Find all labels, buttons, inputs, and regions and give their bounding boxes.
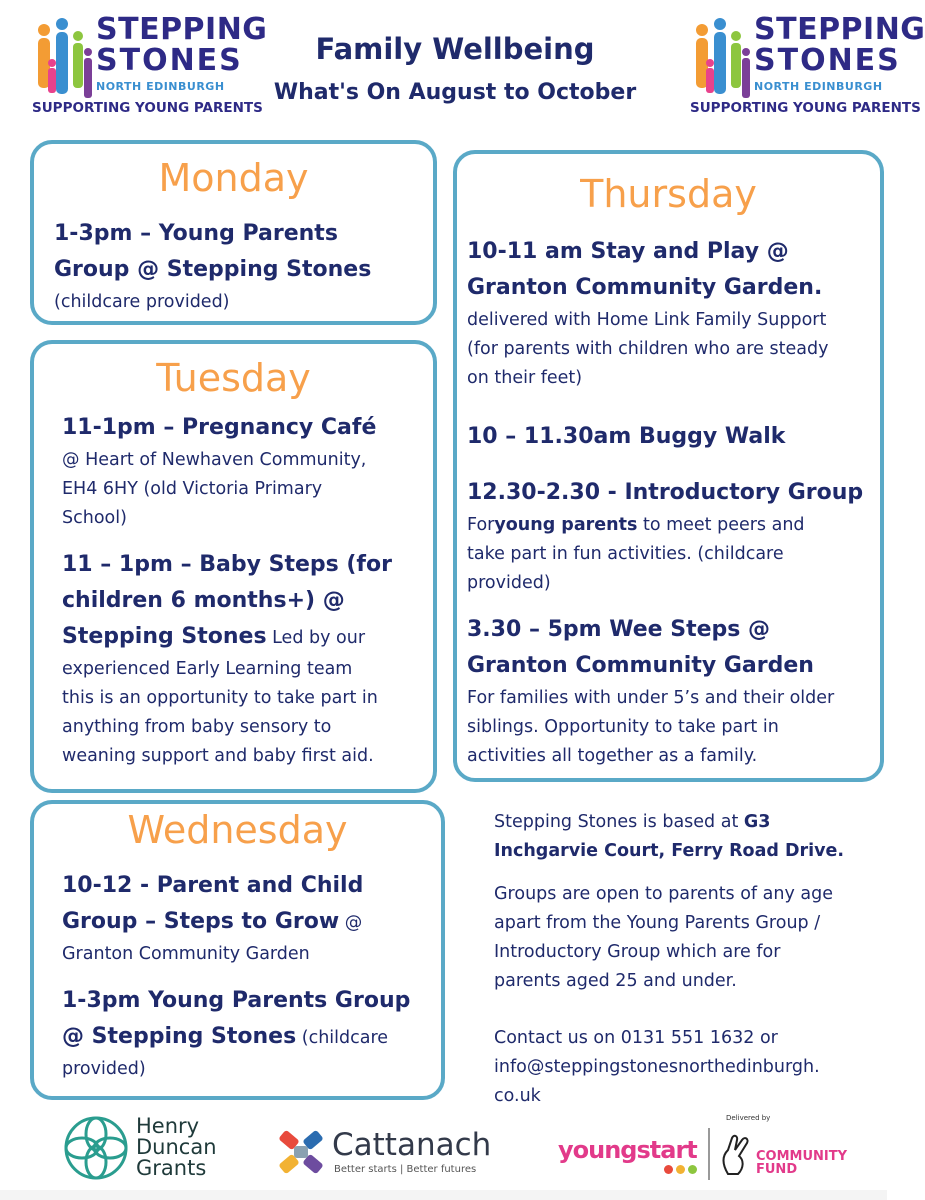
cattanach-wordmark: Cattanach bbox=[332, 1127, 492, 1163]
family-figures-icon bbox=[32, 18, 94, 103]
youngstart-dot bbox=[676, 1165, 685, 1174]
baby-steps-title: children 6 months+) @ bbox=[62, 588, 345, 613]
steps-to-grow-title: 10-12 - Parent and Child bbox=[62, 873, 364, 898]
community-fund-logo bbox=[718, 1112, 878, 1182]
steps-to-grow-line: @ bbox=[339, 913, 363, 933]
steps-to-grow-line: Granton Community Garden bbox=[62, 944, 310, 964]
logo-word-stones: STONES bbox=[96, 43, 243, 78]
address-line: G3 bbox=[743, 812, 771, 832]
pregnancy-cafe-line: School) bbox=[62, 508, 127, 528]
henry-duncan-line: Henry bbox=[136, 1114, 200, 1138]
cattanach-x-icon bbox=[276, 1130, 326, 1174]
thursday-heading: Thursday bbox=[580, 172, 757, 216]
info-section bbox=[494, 808, 879, 1111]
stay-and-play-line: on their feet) bbox=[467, 368, 583, 388]
henry-duncan-line: Duncan bbox=[136, 1135, 217, 1159]
pregnancy-cafe-title: 11-1pm – Pregnancy Café bbox=[62, 415, 377, 440]
tuesday-card bbox=[30, 340, 437, 793]
young-parents-group-title: 1-3pm Young Parents Group bbox=[62, 988, 411, 1013]
wednesday-card bbox=[30, 800, 445, 1100]
community-fund-line: FUND bbox=[756, 1162, 798, 1177]
introductory-group-line: to meet peers and bbox=[637, 515, 805, 535]
baby-steps-title: Stepping Stones bbox=[62, 624, 267, 649]
wee-steps-title: 3.30 – 5pm Wee Steps @ bbox=[467, 617, 771, 642]
young-parents-group-line: (childcare bbox=[296, 1028, 389, 1048]
eligibility-line: Groups are open to parents of any age bbox=[494, 884, 833, 904]
logo-word-north-edinburgh: NORTH EDINBURGH bbox=[754, 80, 883, 93]
wee-steps-line: activities all together as a family. bbox=[467, 746, 758, 766]
baby-steps-line: anything from baby sensory to bbox=[62, 717, 332, 737]
footer-strip bbox=[0, 1190, 887, 1200]
celtic-knot-icon bbox=[62, 1114, 130, 1182]
introductory-group-line: For bbox=[467, 515, 495, 535]
youngstart-dot bbox=[688, 1165, 697, 1174]
young-parents-group-title: @ Stepping Stones bbox=[62, 1024, 297, 1049]
logo-divider bbox=[708, 1128, 710, 1180]
page-subtitle: What's On August to October bbox=[273, 80, 637, 105]
logo-word-north-edinburgh: NORTH EDINBURGH bbox=[96, 80, 225, 93]
youngstart-dot bbox=[664, 1165, 673, 1174]
introductory-group-line: provided) bbox=[467, 573, 551, 593]
address-line: Stepping Stones is based at bbox=[494, 812, 744, 832]
wee-steps-title: Granton Community Garden bbox=[467, 653, 814, 678]
logo-word-stones: STONES bbox=[754, 43, 901, 78]
baby-steps-title: 11 – 1pm – Baby Steps (for bbox=[62, 552, 392, 577]
introductory-group-emphasis: young parents bbox=[494, 515, 638, 535]
thursday-card bbox=[453, 150, 884, 782]
henry-duncan-line: Grants bbox=[136, 1156, 207, 1180]
steps-to-grow-title: Group – Steps to Grow bbox=[62, 909, 340, 934]
monday-session-place: Group @ Stepping Stones bbox=[54, 257, 372, 282]
youngstart-logo bbox=[558, 1132, 698, 1177]
introductory-group-title: 12.30-2.30 - Introductory Group bbox=[467, 480, 864, 505]
crossed-fingers-icon bbox=[718, 1134, 754, 1176]
eligibility-line: Introductory Group which are for bbox=[494, 942, 781, 962]
wee-steps-line: For families with under 5’s and their older bbox=[467, 688, 835, 708]
stay-and-play-title: 10-11 am Stay and Play @ bbox=[467, 239, 789, 264]
wee-steps-line: siblings. Opportunity to take part in bbox=[467, 717, 779, 737]
monday-session-note: (childcare provided) bbox=[54, 292, 230, 312]
logo-tagline: SUPPORTING YOUNG PARENTS bbox=[32, 100, 263, 116]
tuesday-heading: Tuesday bbox=[156, 356, 311, 400]
baby-steps-line: Led by our bbox=[266, 628, 366, 648]
stay-and-play-line: delivered with Home Link Family Support bbox=[467, 310, 827, 330]
monday-heading: Monday bbox=[158, 156, 309, 200]
wednesday-heading: Wednesday bbox=[127, 808, 348, 852]
stepping-stones-logo-right bbox=[690, 10, 925, 120]
logo-word-stepping: STEPPING bbox=[96, 12, 268, 47]
contact-line: Contact us on 0131 551 1632 or bbox=[494, 1028, 778, 1048]
stepping-stones-logo-left bbox=[32, 10, 268, 120]
young-parents-group-line: provided) bbox=[62, 1059, 146, 1079]
cattanach-tagline: Better starts | Better futures bbox=[334, 1164, 477, 1175]
pregnancy-cafe-line: @ Heart of Newhaven Community, bbox=[62, 450, 367, 470]
delivered-by-label: Delivered by bbox=[726, 1114, 771, 1122]
baby-steps-line: experienced Early Learning team bbox=[62, 659, 353, 679]
page-title: Family Wellbeing bbox=[315, 32, 595, 66]
logo-tagline: SUPPORTING YOUNG PARENTS bbox=[690, 100, 921, 116]
address-line: Inchgarvie Court, Ferry Road Drive. bbox=[494, 841, 845, 861]
family-figures-icon bbox=[690, 18, 752, 103]
stay-and-play-line: (for parents with children who are steady bbox=[467, 339, 829, 359]
contact-email: co.uk bbox=[494, 1086, 541, 1106]
cattanach-logo bbox=[276, 1128, 526, 1178]
community-fund-line: COMMUNITY bbox=[756, 1149, 848, 1164]
stay-and-play-title: Granton Community Garden. bbox=[467, 275, 823, 300]
eligibility-line: apart from the Young Parents Group / bbox=[494, 913, 821, 933]
contact-email: info@steppingstonesnorthedinburgh. bbox=[494, 1057, 820, 1077]
buggy-walk-title: 10 – 11.30am Buggy Walk bbox=[467, 424, 786, 449]
monday-session-time: 1-3pm – Young Parents bbox=[54, 221, 338, 246]
eligibility-line: parents aged 25 and under. bbox=[494, 971, 737, 991]
pregnancy-cafe-line: EH4 6HY (old Victoria Primary bbox=[62, 479, 323, 499]
logo-word-stepping: STEPPING bbox=[754, 12, 925, 47]
henry-duncan-grants-logo bbox=[62, 1112, 232, 1184]
monday-card bbox=[30, 140, 437, 325]
baby-steps-line: weaning support and baby first aid. bbox=[62, 746, 374, 766]
baby-steps-line: this is an opportunity to take part in bbox=[62, 688, 378, 708]
introductory-group-line: take part in fun activities. (childcare bbox=[467, 544, 784, 564]
youngstart-wordmark: youngstart bbox=[558, 1136, 697, 1164]
